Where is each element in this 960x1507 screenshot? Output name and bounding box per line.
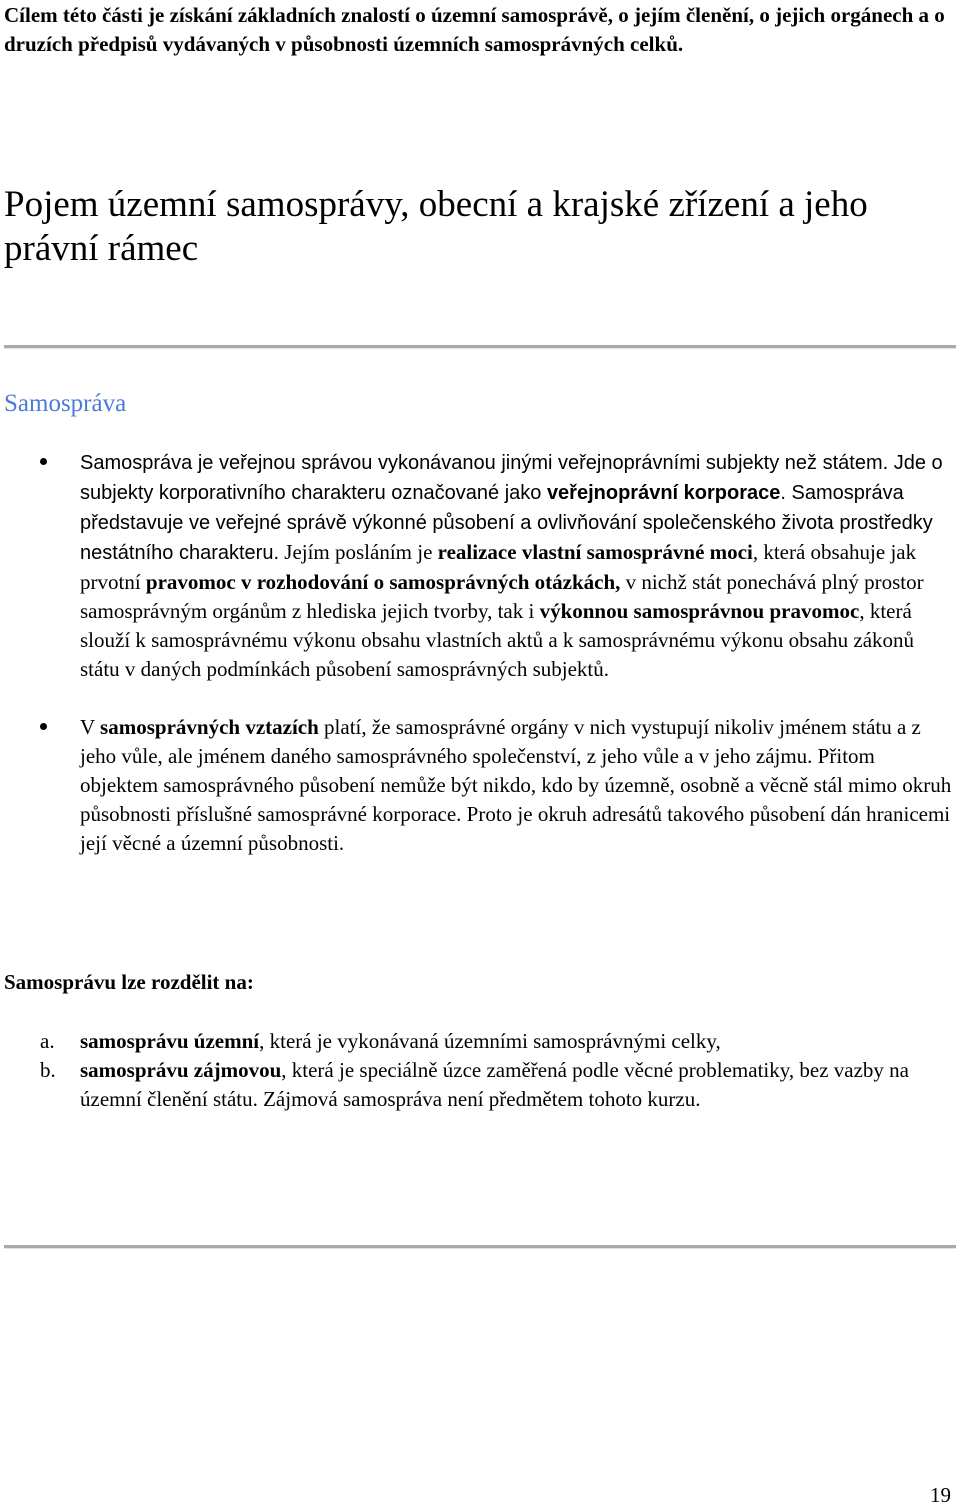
text-run: platí, že samosprávné orgány v nich vystupují nikoliv jménem státu a z jeho vůle, ale jménem daného samosprávného společenství, z jeho vůle a v jeho zájmu. Přitom objektem samosprávného působení nemůže být nikdo, kdo by územně, osobně a věcně stál mimo okruh působnosti příslušné samosprávné korporace. Proto je okruh adresátů takového působení dán hranicemi její věcné a územní působnosti. — [80, 715, 952, 855]
page-number: 19 — [930, 1483, 951, 1507]
list-marker: a. — [40, 1029, 55, 1053]
bold-term: realizace vlastní samosprávné moci — [437, 540, 753, 564]
bold-term: pravomoc v rozhodování o samosprávných otázkách, — [145, 570, 621, 594]
bullet-text — [80, 713, 958, 858]
text-run: , která slouží k samosprávnému výkonu obsahu vlastních aktů a k samosprávnému výkonu obsahu zákonů státu v daných podmínkách působení samosprávných subjektů. — [80, 599, 915, 681]
division-heading: Samosprávu lze rozdělit na: — [4, 970, 254, 994]
text-run: . Samospráva představuje ve veřejné správě výkonné působení a ovlivňování společenského života prostředky nestátního charakteru. — [80, 482, 933, 564]
text-run: , která obsahuje jak prvotní — [80, 540, 917, 594]
bullet-item-samosprava — [0, 448, 958, 684]
bullet-list — [0, 448, 960, 858]
list-item — [0, 1027, 958, 1056]
text-run: , která je vykonávaná územními samosprávnými celky, — [259, 1029, 721, 1053]
intro-paragraph: Cílem této části je získání základních znalostí o územní samosprávě, o jejím členění, o jejich orgánech a o druzích předpisů vydávaných v působnosti územních samosprávných celků. — [4, 3, 945, 56]
bold-term: samosprávu zájmovou — [80, 1058, 282, 1082]
bold-term: samosprávných vztazích — [100, 715, 319, 739]
section-heading: Samospráva — [4, 390, 127, 417]
bullet-icon — [40, 458, 47, 465]
text-run: , která je speciálně úzce zaměřená podle věcné problematiky, bez vazby na územní členění státu. Zájmová samospráva není předmětem tohoto kurzu. — [80, 1058, 909, 1111]
division-list — [0, 1027, 960, 1114]
chapter-title: Pojem územní samosprávy, obecní a krajské zřízení a jeho právní rámec — [4, 184, 868, 269]
top-divider — [4, 345, 956, 349]
list-item — [0, 1056, 958, 1114]
bullet-icon — [40, 723, 47, 730]
bottom-divider — [4, 1245, 956, 1249]
bullet-item-vztahy — [0, 713, 958, 858]
bold-term: veřejnoprávní korporace — [546, 482, 781, 504]
text-run: Samospráva je veřejnou správou vykonávanou jinými veřejnoprávními subjekty než státem. Jde o subjekty korporativního charakteru označované jako — [80, 452, 943, 504]
text-run: Jejím posláním je — [279, 540, 438, 564]
bold-term: výkonnou samosprávnou pravomoc — [539, 599, 860, 623]
bullet-text — [80, 448, 958, 684]
bold-term: samosprávu územní — [80, 1029, 260, 1053]
list-marker: b. — [40, 1058, 56, 1082]
text-run: V — [80, 715, 101, 739]
text-run: v nichž stát ponechává plný prostor samosprávným orgánům z hlediska jejich tvorby, tak i — [80, 570, 924, 623]
